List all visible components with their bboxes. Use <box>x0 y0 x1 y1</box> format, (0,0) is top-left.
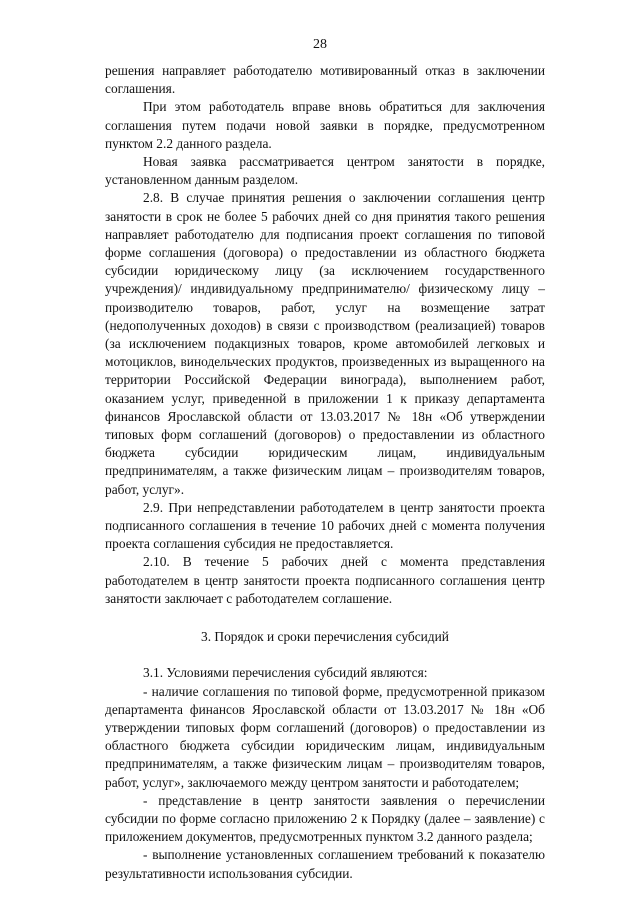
paragraph-2-8: 2.8. В случае принятия решения о заключении соглашения центр занятости в срок не более 5 рабочих дней со дня принятия такого решения направляет работодателю для подписания проект соглашения по типовой форме соглашения (договора) о предоставлении из областного бюджета субсидии юридическому лицу (за исключением государственного учреждения)/ индивидуальному предпринимателю/ физическому лицу – производителю товаров, работ, услуг на возмещение затрат (недополученных доходов) в связи с производством (реализацией) товаров (за исключением подакцизных товаров, кроме автомобилей легковых и мотоциклов, винодельческих продуктов, произведенных из выращенного на территории Российской Федерации винограда), выполнением работ, оказанием услуг, приведенной в приложении 1 к приказу департамента финансов Ярославской области от 13.03.2017 № 18н «Об утверждении типовых форм соглашений (договоров) о предоставлении из областного бюджета субсидии юридическим лицам, индивидуальным предпринимателям, а также физическим лицам – производителям товаров, работ, услуг». <box>105 190 545 497</box>
paragraph: решения направляет работодателю мотивированный отказ в заключении соглашения. <box>105 63 545 97</box>
page-number: 28 <box>313 37 327 52</box>
section-heading: 3. Порядок и сроки перечисления субсидий <box>201 629 449 645</box>
list-item: - представление в центр занятости заявления о перечислении субсидии по форме согласно приложению 2 к Порядку (далее – заявление) с приложением документов, предусмотренных пунктом 3.2 данного раздела; <box>105 792 545 845</box>
list-item: - наличие соглашения по типовой форме, предусмотренной приказом департамента финансов Ярославской области от 13.03.2017 № 18н «Об утверждении типовых форм соглашений (договоров) о предоставлении из областного бюджета субсидии юридическим лицам, индивидуальным предпринимателям, а также физическим лицам – производителям товаров, работ, услуг», заключаемого между центром занятости и работодателем; <box>105 683 545 790</box>
paragraph-2-10: 2.10. В течение 5 рабочих дней с момента представления работодателем в центр занятости проекта подписанного соглашения центр занятости заключает с работодателем соглашение. <box>105 554 545 606</box>
paragraph: Новая заявка рассматривается центром занятости в порядке, установленном данным разделом. <box>105 154 545 188</box>
paragraph-3-1: 3.1. Условиями перечисления субсидий являются: <box>143 665 428 681</box>
list-item: - выполнение установленных соглашением требований к показателю результативности использования субсидии. <box>105 847 545 881</box>
document-body <box>105 62 545 883</box>
paragraph: При этом работодатель вправе вновь обратиться для заключения соглашения путем подачи новой заявки в порядке, предусмотренном пунктом 2.2 данного раздела. <box>105 99 545 151</box>
paragraph-2-9: 2.9. При непредставлении работодателем в центр занятости проекта подписанного соглашения в течение 10 рабочих дней с момента получения проекта соглашения субсидия не предоставляется. <box>105 499 545 552</box>
